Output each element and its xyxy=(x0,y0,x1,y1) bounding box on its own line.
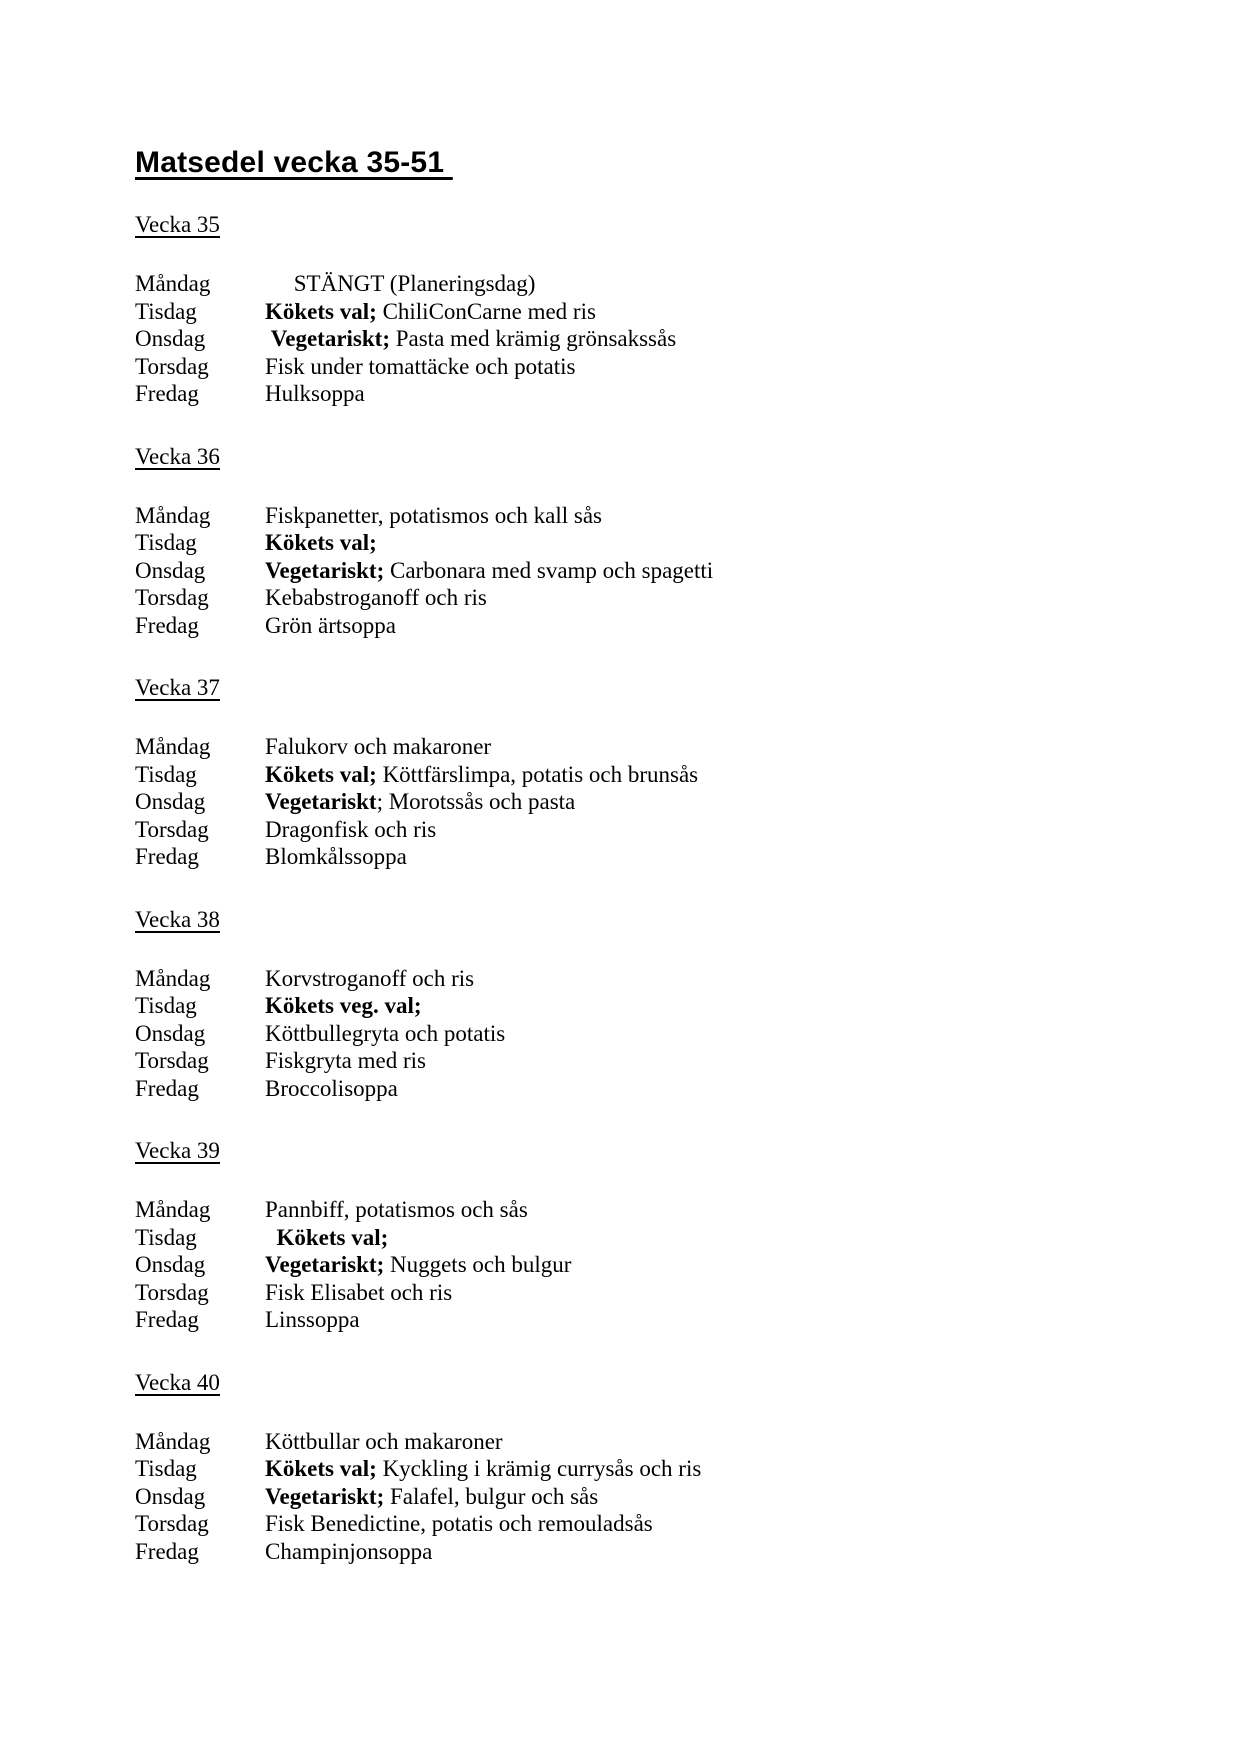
day-label: Fredag xyxy=(135,1307,199,1332)
day-label: Tisdag xyxy=(135,761,197,787)
menu-row xyxy=(135,788,1182,816)
meal-text xyxy=(265,992,422,1020)
meal-text xyxy=(265,1251,571,1279)
week-section xyxy=(135,673,1182,871)
meal-rest-text: Köttbullar och makaroner xyxy=(265,1428,503,1454)
menu-row xyxy=(135,733,1182,761)
week-rows xyxy=(135,502,1182,640)
week-heading: Vecka 36 xyxy=(135,443,220,469)
week-heading: Vecka 39 xyxy=(135,1138,220,1163)
meal-rest-text: Fisk under tomattäcke och potatis xyxy=(265,353,576,379)
menu-row xyxy=(135,1224,1182,1252)
meal-rest-text: Fisk Benedictine, potatis och remouladsås xyxy=(265,1511,653,1536)
day-label: Onsdag xyxy=(135,557,206,583)
meal-rest-text: Pannbiff, potatismos och sås xyxy=(265,1197,528,1222)
menu-row xyxy=(135,1428,1182,1456)
menu-row xyxy=(135,353,1182,381)
menu-row xyxy=(135,1075,1182,1103)
meal-rest-text: Nuggets och bulgur xyxy=(384,1252,572,1277)
meal-text xyxy=(265,557,713,585)
meal-text xyxy=(265,816,436,844)
meal-bold-text: Kökets val; xyxy=(265,530,377,555)
meal-bold-text: Vegetariskt; xyxy=(265,326,390,351)
meal-bold-text: Vegetariskt; xyxy=(265,557,385,583)
meal-text xyxy=(265,1047,426,1075)
meal-text xyxy=(265,1428,503,1456)
day-label: Torsdag xyxy=(135,1511,209,1536)
meal-text xyxy=(265,1020,505,1048)
day-label: Måndag xyxy=(135,965,211,991)
meal-text xyxy=(265,761,698,789)
day-label: Tisdag xyxy=(135,993,197,1018)
meal-rest-text: STÄNGT (Planeringsdag) xyxy=(265,271,536,296)
day-label: Onsdag xyxy=(135,789,206,814)
menu-row xyxy=(135,298,1182,326)
meal-rest-text: Blomkålssoppa xyxy=(265,844,407,869)
menu-row xyxy=(135,1538,1182,1566)
day-label: Tisdag xyxy=(135,1224,197,1250)
meal-rest-text: Linssoppa xyxy=(265,1307,360,1332)
meal-rest-text: ChiliConCarne med ris xyxy=(376,298,596,324)
menu-row xyxy=(135,1196,1182,1224)
meal-bold-text: Vegetariskt; xyxy=(265,1483,385,1509)
meal-bold-text: Kökets val; xyxy=(265,298,377,324)
day-label: Onsdag xyxy=(135,1483,206,1509)
week-rows xyxy=(135,965,1182,1103)
page-title: Matsedel vecka 35-51 xyxy=(135,146,453,179)
menu-weeks xyxy=(135,210,1182,1565)
menu-row xyxy=(135,325,1182,353)
meal-text xyxy=(265,298,596,326)
meal-text xyxy=(265,733,491,761)
day-label: Fredag xyxy=(135,844,199,869)
meal-rest-text: Köttbullegryta och potatis xyxy=(265,1020,506,1046)
day-label: Måndag xyxy=(135,502,211,528)
meal-text xyxy=(265,843,407,871)
menu-row xyxy=(135,1251,1182,1279)
day-label: Onsdag xyxy=(135,1020,206,1046)
meal-text xyxy=(265,612,396,640)
day-label: Torsdag xyxy=(135,1048,209,1073)
meal-rest-text: Hulksoppa xyxy=(265,381,365,406)
menu-row xyxy=(135,502,1182,530)
day-label: Fredag xyxy=(135,1075,199,1101)
meal-rest-text: Dragonfisk och ris xyxy=(265,816,437,842)
meal-text xyxy=(265,380,365,408)
meal-rest-text: Falafel, bulgur och sås xyxy=(384,1483,599,1509)
day-label: Fredag xyxy=(135,1538,199,1564)
week-heading: Vecka 38 xyxy=(135,906,220,932)
meal-text xyxy=(265,325,676,353)
meal-text xyxy=(265,529,377,557)
week-rows xyxy=(135,733,1182,871)
day-label: Tisdag xyxy=(135,530,197,555)
meal-rest-text: Kyckling i krämig currysås och ris xyxy=(376,1456,702,1481)
meal-rest-text: Grön ärtsoppa xyxy=(265,612,396,638)
week-rows xyxy=(135,1196,1182,1334)
day-label: Måndag xyxy=(135,734,211,759)
meal-bold-text: Kökets val; xyxy=(265,1224,389,1250)
meal-rest-text: ; Morotssås och pasta xyxy=(376,789,576,814)
week-section xyxy=(135,210,1182,408)
menu-row xyxy=(135,816,1182,844)
day-label: Måndag xyxy=(135,1428,211,1454)
meal-text xyxy=(265,965,474,993)
day-label: Onsdag xyxy=(135,1252,206,1277)
menu-row xyxy=(135,557,1182,585)
week-heading: Vecka 40 xyxy=(135,1369,220,1395)
day-label: Fredag xyxy=(135,612,199,638)
meal-text xyxy=(265,1196,528,1224)
menu-row xyxy=(135,584,1182,612)
meal-text xyxy=(265,1224,388,1252)
menu-row xyxy=(135,529,1182,557)
meal-rest-text: Falukorv och makaroner xyxy=(265,734,492,759)
meal-text xyxy=(265,1306,360,1334)
meal-rest-text: Korvstroganoff och ris xyxy=(265,965,475,991)
meal-rest-text: Broccolisoppa xyxy=(265,1075,398,1101)
meal-text xyxy=(265,353,575,381)
week-section xyxy=(135,1136,1182,1334)
meal-text xyxy=(265,1510,653,1538)
day-label: Tisdag xyxy=(135,1456,197,1481)
week-section xyxy=(135,905,1182,1103)
menu-row xyxy=(135,992,1182,1020)
meal-text xyxy=(265,270,535,298)
menu-row xyxy=(135,1279,1182,1307)
meal-text xyxy=(265,1455,701,1483)
meal-text xyxy=(265,584,487,612)
day-label: Tisdag xyxy=(135,298,197,324)
day-label: Torsdag xyxy=(135,353,209,379)
meal-text xyxy=(265,502,602,530)
menu-row xyxy=(135,1306,1182,1334)
menu-row xyxy=(135,612,1182,640)
day-label: Måndag xyxy=(135,1197,211,1222)
meal-text xyxy=(265,1279,452,1307)
meal-rest-text: Kebabstroganoff och ris xyxy=(265,585,487,610)
meal-text xyxy=(265,1483,598,1511)
meal-bold-text: Kökets veg. val; xyxy=(265,993,422,1018)
week-heading: Vecka 37 xyxy=(135,675,220,700)
week-rows xyxy=(135,270,1182,408)
menu-row xyxy=(135,1047,1182,1075)
meal-bold-text: Vegetariskt; xyxy=(265,1252,385,1277)
day-label: Torsdag xyxy=(135,585,209,610)
week-section xyxy=(135,442,1182,640)
meal-rest-text: Pasta med krämig grönsakssås xyxy=(389,326,677,351)
menu-row xyxy=(135,1020,1182,1048)
meal-rest-text: Champinjonsoppa xyxy=(265,1538,433,1564)
day-label: Onsdag xyxy=(135,326,206,351)
meal-bold-text: Vegetariskt xyxy=(265,789,377,814)
meal-rest-text: Carbonara med svamp och spagetti xyxy=(384,557,714,583)
meal-rest-text: Köttfärslimpa, potatis och brunsås xyxy=(376,761,699,787)
day-label: Fredag xyxy=(135,381,199,406)
meal-rest-text: Fiskgryta med ris xyxy=(265,1048,426,1073)
menu-row xyxy=(135,965,1182,993)
menu-row xyxy=(135,761,1182,789)
menu-row xyxy=(135,1455,1182,1483)
day-label: Torsdag xyxy=(135,1279,209,1305)
meal-text xyxy=(265,1075,398,1103)
menu-row xyxy=(135,270,1182,298)
meal-bold-text: Kökets val; xyxy=(265,1456,377,1481)
meal-text xyxy=(265,788,575,816)
meal-rest-text: Fisk Elisabet och ris xyxy=(265,1279,453,1305)
menu-row xyxy=(135,843,1182,871)
week-heading: Vecka 35 xyxy=(135,212,220,237)
meal-text xyxy=(265,1538,432,1566)
menu-row xyxy=(135,380,1182,408)
menu-row xyxy=(135,1510,1182,1538)
day-label: Måndag xyxy=(135,271,211,296)
day-label: Torsdag xyxy=(135,816,209,842)
week-rows xyxy=(135,1428,1182,1566)
meal-bold-text: Kökets val; xyxy=(265,761,377,787)
week-section xyxy=(135,1368,1182,1566)
meal-rest-text: Fiskpanetter, potatismos och kall sås xyxy=(265,502,603,528)
menu-row xyxy=(135,1483,1182,1511)
